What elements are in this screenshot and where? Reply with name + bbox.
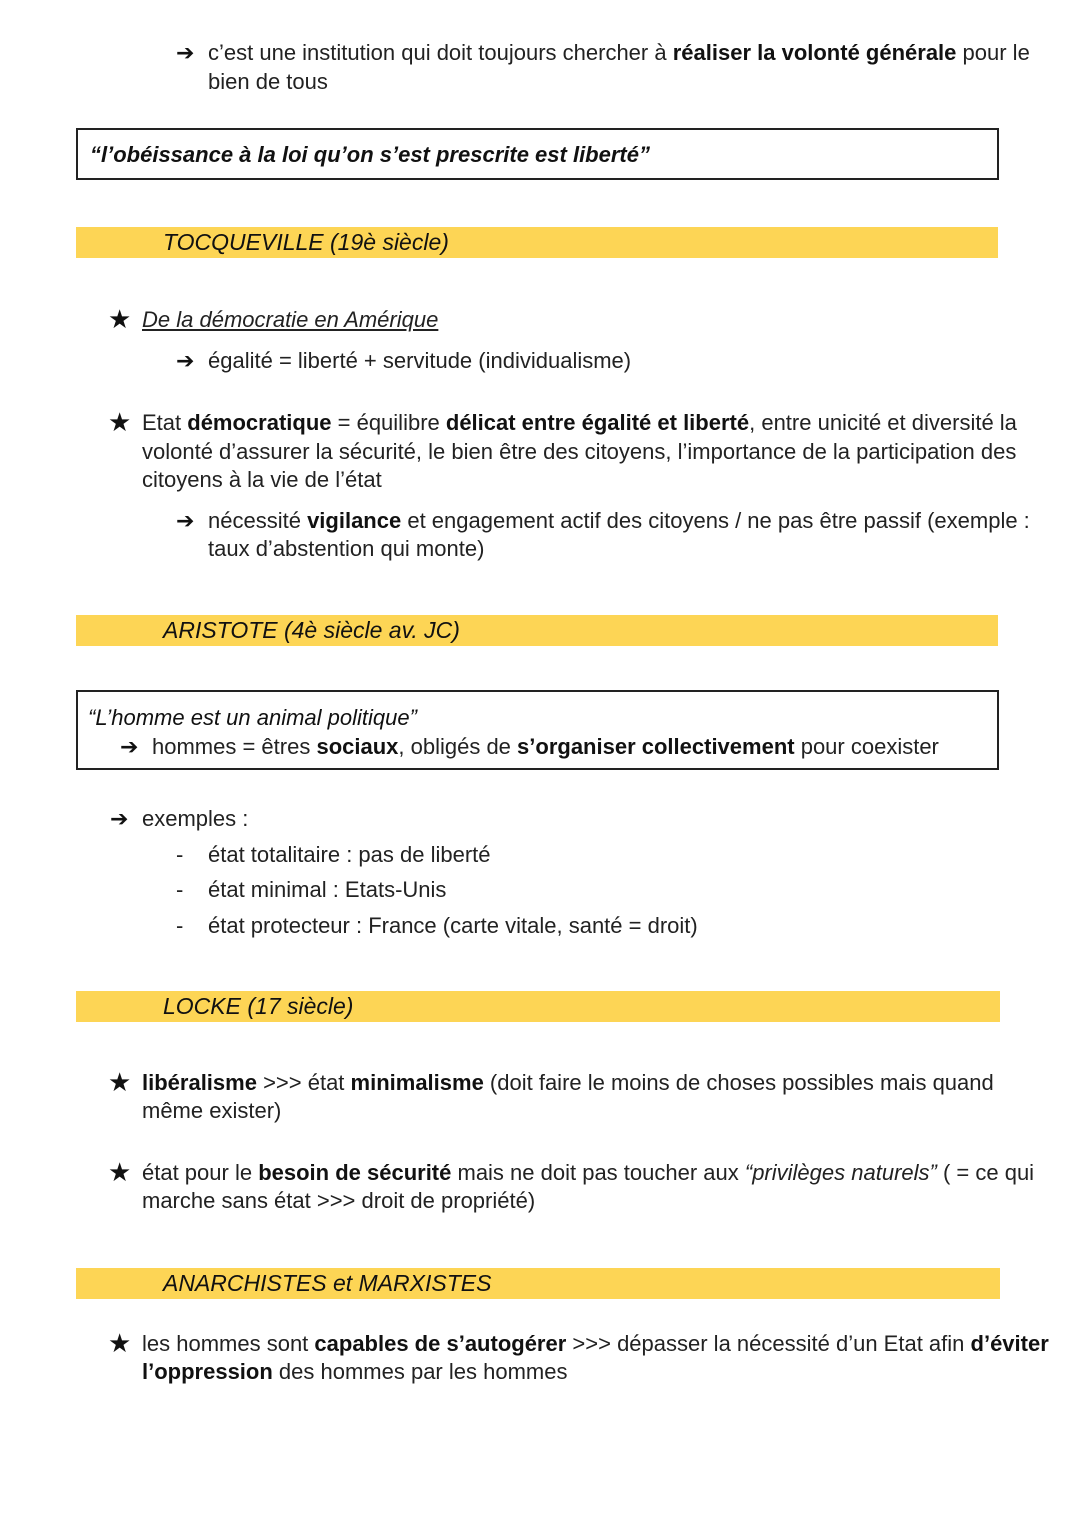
tocqueville-heading-band — [76, 227, 998, 258]
anarchistes-heading: ANARCHISTES et MARXISTES — [163, 1270, 492, 1296]
tocqueville-heading: TOCQUEVILLE (19è siècle) — [163, 229, 449, 255]
example-item: état protecteur : France (carte vitale, santé = droit) — [208, 913, 698, 938]
liberalisme-line2: même exister) — [142, 1098, 282, 1123]
aristote-heading: ARISTOTE (4è siècle av. JC) — [163, 617, 460, 643]
volonte-generale-arrow: ➔ c’est une institution qui doit toujours chercher à réaliser la volonté générale pour le — [176, 40, 1030, 65]
example-item: état minimal : Etats-Unis — [208, 877, 447, 902]
arrow-icon: ➔ — [176, 508, 195, 533]
etat-democratique-line1: Etat démocratique = équilibre délicat entre égalité et liberté, entre unicité et diversité la — [142, 410, 1017, 435]
star-icon: ★ — [108, 1067, 132, 1097]
book-title: De la démocratie en Amérique — [142, 307, 439, 332]
dash-bullet: - — [176, 877, 184, 902]
etat-democratique-line3: citoyens à la vie de l’état — [142, 467, 382, 492]
anarchistes-heading-band — [76, 1268, 1000, 1299]
dash-bullet: - — [176, 842, 184, 867]
star-icon: ★ — [108, 1328, 132, 1358]
arrow-icon: ➔ — [110, 806, 129, 831]
autogerer-line2: l’oppression des hommes par les hommes — [142, 1359, 568, 1384]
example-item: état totalitaire : pas de liberté — [208, 842, 491, 867]
securite-line1: état pour le besoin de sécurité mais ne doit pas toucher aux “privilèges naturels” ( = ce qui — [142, 1160, 1035, 1185]
vigilance-line2: taux d’abstention qui monte) — [208, 536, 485, 561]
liberalisme-line1: libéralisme >>> état minimalisme (doit faire le moins de choses possibles mais quand — [142, 1070, 994, 1095]
star-icon: ★ — [108, 1157, 132, 1187]
arrow-icon: ➔ — [176, 348, 195, 373]
egalite-arrow: ➔ égalité = liberté + servitude (individualisme) — [176, 348, 632, 373]
locke-heading: LOCKE (17 siècle) — [163, 993, 354, 1019]
star-icon: ★ — [108, 304, 132, 334]
volonte-generale-line2: bien de tous — [208, 69, 328, 94]
sociaux-arrow: ➔ hommes = êtres sociaux, obligés de s’organiser collectivement pour coexister — [120, 734, 939, 759]
locke-heading-band — [76, 991, 1000, 1022]
aristote-heading-band — [76, 615, 998, 646]
vigilance-arrow: ➔ nécessité vigilance et engagement actif des citoyens / ne pas être passif (exemple : — [176, 508, 1030, 533]
rousseau-quote-box — [76, 128, 999, 180]
aristote-quote: “L’homme est un animal politique” — [88, 705, 417, 730]
examples-label: ➔ exemples : — [110, 806, 249, 831]
rousseau-quote: “l’obéissance à la loi qu’on s’est prescrite est liberté” — [90, 142, 650, 167]
autogerer-line1: les hommes sont capables de s’autogérer >>> dépasser la nécessité d’un Etat afin d’éviter — [142, 1331, 1049, 1356]
star-icon: ★ — [108, 407, 132, 437]
arrow-icon: ➔ — [176, 40, 195, 65]
arrow-icon: ➔ — [120, 734, 139, 759]
etat-democratique-line2: volonté d’assurer la sécurité, le bien être des citoyens, l’importance de la participation des — [142, 439, 1017, 464]
dash-bullet: - — [176, 913, 184, 938]
aristote-quote-box — [76, 690, 999, 770]
securite-line2: marche sans état >>> droit de propriété) — [142, 1188, 536, 1213]
